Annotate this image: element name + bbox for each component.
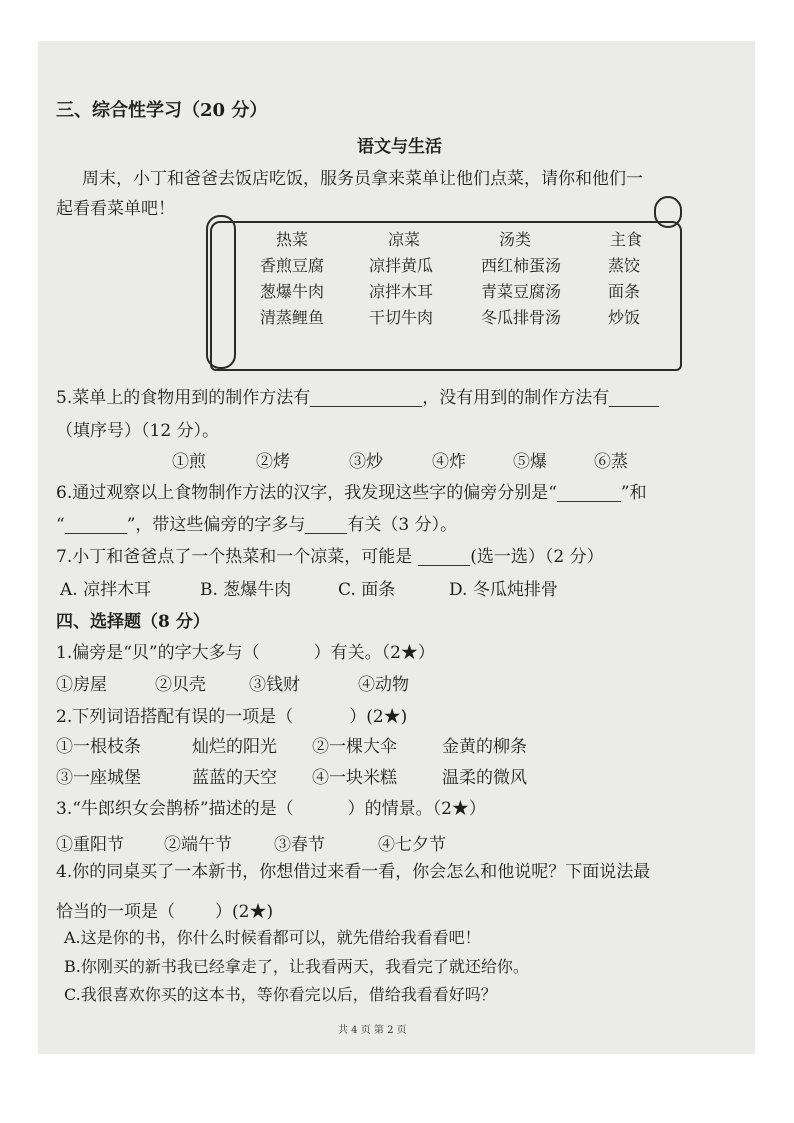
s4-q4-prompt-2: ）(2★) bbox=[215, 902, 274, 922]
q6-blank-2[interactable] bbox=[65, 517, 127, 534]
menu-header: 主食 bbox=[610, 230, 643, 249]
s4-q3-option: ①重阳节 bbox=[56, 835, 124, 855]
menu-item: 凉拌木耳 bbox=[369, 282, 434, 301]
q5-option: ④炸 bbox=[432, 452, 466, 472]
q6-prompt-4: 有关（3 分）。 bbox=[347, 515, 458, 535]
q7-prompt-2: (选一选）（2 分） bbox=[470, 547, 604, 567]
menu-item: 面条 bbox=[608, 282, 641, 301]
menu-header: 凉菜 bbox=[388, 230, 421, 249]
s4-q2-option: 温柔的微风 bbox=[442, 768, 527, 788]
menu-item: 蒸饺 bbox=[608, 256, 641, 275]
q5-prompt: 5.菜单上的食物用到的制作方法有 bbox=[56, 388, 311, 408]
s4-q1-option: ③钱财 bbox=[249, 675, 300, 695]
q5-blank-1[interactable] bbox=[310, 390, 422, 407]
q7-option: C. 面条 bbox=[338, 580, 396, 600]
s4-q4-option: C.我很喜欢你买的这本书，等你看完以后，借给我看看好吗？ bbox=[64, 985, 497, 1004]
page-footer: 共 4 页 第 2 页 bbox=[338, 1025, 407, 1036]
s4-q2-option: ②一棵大伞 bbox=[312, 737, 397, 757]
s4-q4-line-2 bbox=[56, 904, 273, 921]
s4-q3-option: ②端午节 bbox=[164, 835, 232, 855]
q7-line bbox=[56, 549, 604, 566]
s4-q4-option: B.你刚买的新书我已经拿走了，让我看两天，我看完了就还给你。 bbox=[64, 957, 529, 976]
q5-option: ③炒 bbox=[349, 452, 383, 472]
s4-q2-option: ④一块米糕 bbox=[312, 768, 397, 788]
menu-item: 凉拌黄瓜 bbox=[369, 256, 434, 275]
s4-q2-prompt: 2.下列词语搭配有误的一项是（ bbox=[56, 707, 294, 727]
s4-q3-option: ④七夕节 bbox=[378, 835, 446, 855]
s4-q2-option: 金黄的柳条 bbox=[442, 737, 527, 757]
menu-item: 香煎豆腐 bbox=[260, 256, 325, 275]
menu-item: 西红柿蛋汤 bbox=[481, 256, 562, 275]
s4-q3 bbox=[56, 801, 486, 818]
menu-item: 冬瓜排骨汤 bbox=[481, 308, 562, 327]
intro-line-2: 起看看菜单吧！ bbox=[56, 199, 175, 219]
s4-q3-prompt: 3.“牛郎织女会鹊桥”描述的是（ bbox=[56, 799, 294, 819]
q6-quote: “ bbox=[56, 515, 65, 535]
s4-q1-prompt-2: ）有关。（2★） bbox=[313, 643, 435, 663]
menu-item: 青菜豆腐汤 bbox=[481, 282, 562, 301]
s4-q4-line-1: 4.你的同桌买了一本新书，你想借过来看一看，你会怎么和他说呢？下面说法最 bbox=[56, 862, 651, 882]
s4-q2 bbox=[56, 709, 407, 726]
q5-text bbox=[56, 390, 659, 407]
s4-q2-option: ①一根枝条 bbox=[56, 737, 141, 757]
s4-q4-prompt: 恰当的一项是（ bbox=[56, 902, 175, 922]
s4-q1 bbox=[56, 645, 435, 662]
q5-instruction: （填序号）（12 分）。 bbox=[56, 421, 220, 441]
q5-blank-2[interactable] bbox=[609, 390, 659, 407]
menu-header: 汤类 bbox=[499, 230, 532, 249]
q5-option: ⑥蒸 bbox=[594, 452, 628, 472]
section-subtitle: 语文与生活 bbox=[357, 137, 442, 157]
s4-q2-option: ③一座城堡 bbox=[56, 768, 141, 788]
intro-line-1: 周末，小丁和爸爸去饭店吃饭，服务员拿来菜单让他们点菜，请你和他们一 bbox=[82, 169, 643, 189]
menu-item: 清蒸鲤鱼 bbox=[260, 308, 325, 327]
s4-q2-option: 蓝蓝的天空 bbox=[192, 768, 277, 788]
q5-option: ②烤 bbox=[256, 452, 290, 472]
q6-line-1 bbox=[56, 485, 647, 502]
s4-q3-option: ③春节 bbox=[274, 835, 325, 855]
s4-q2-option: 灿烂的阳光 bbox=[192, 737, 277, 757]
menu-header: 热菜 bbox=[276, 230, 309, 249]
q5-option: ①煎 bbox=[172, 452, 206, 472]
q7-option: B. 葱爆牛肉 bbox=[200, 580, 292, 600]
q7-prompt: 7.小丁和爸爸点了一个热菜和一个凉菜，可能是 bbox=[56, 547, 413, 567]
q7-option: A. 凉拌木耳 bbox=[60, 580, 152, 600]
q5-option: ⑤爆 bbox=[513, 452, 547, 472]
section-heading: 三、综合性学习（20 分） bbox=[56, 100, 268, 121]
q7-blank[interactable] bbox=[418, 549, 470, 566]
s4-q1-option: ④动物 bbox=[358, 675, 409, 695]
section4-heading: 四、选择题（8 分） bbox=[56, 612, 210, 632]
exam-page bbox=[38, 41, 755, 1054]
q6-blank-1[interactable] bbox=[557, 485, 621, 502]
scroll-right-roll bbox=[654, 196, 682, 228]
q6-line-2 bbox=[56, 517, 457, 534]
menu-item: 干切牛肉 bbox=[369, 308, 434, 327]
q6-prompt-2: ”和 bbox=[620, 483, 647, 503]
q5-prompt-2: ，没有用到的制作方法有 bbox=[422, 388, 610, 408]
q6-prompt-3: ”，带这些偏旁的字多与 bbox=[126, 515, 306, 535]
s4-q1-option: ①房屋 bbox=[56, 675, 107, 695]
s4-q1-option: ②贝壳 bbox=[155, 675, 206, 695]
q7-option: D. 冬瓜炖排骨 bbox=[449, 580, 558, 600]
s4-q3-prompt-2: ）的情景。（2★） bbox=[347, 799, 486, 819]
q6-prompt: 6.通过观察以上食物制作方法的汉字，我发现这些字的偏旁分别是“ bbox=[56, 483, 557, 503]
menu-item: 葱爆牛肉 bbox=[260, 282, 325, 301]
menu-item: 炒饭 bbox=[608, 308, 641, 327]
q6-blank-3[interactable] bbox=[305, 517, 347, 534]
scroll-left-roll bbox=[206, 215, 236, 369]
s4-q4-option: A.这是你的书，你什么时候看都可以，就先借给我看看吧！ bbox=[64, 928, 481, 947]
s4-q1-prompt: 1.偏旁是“贝”的字大多与（ bbox=[56, 643, 260, 663]
s4-q2-prompt-2: ）(2★) bbox=[349, 707, 408, 727]
